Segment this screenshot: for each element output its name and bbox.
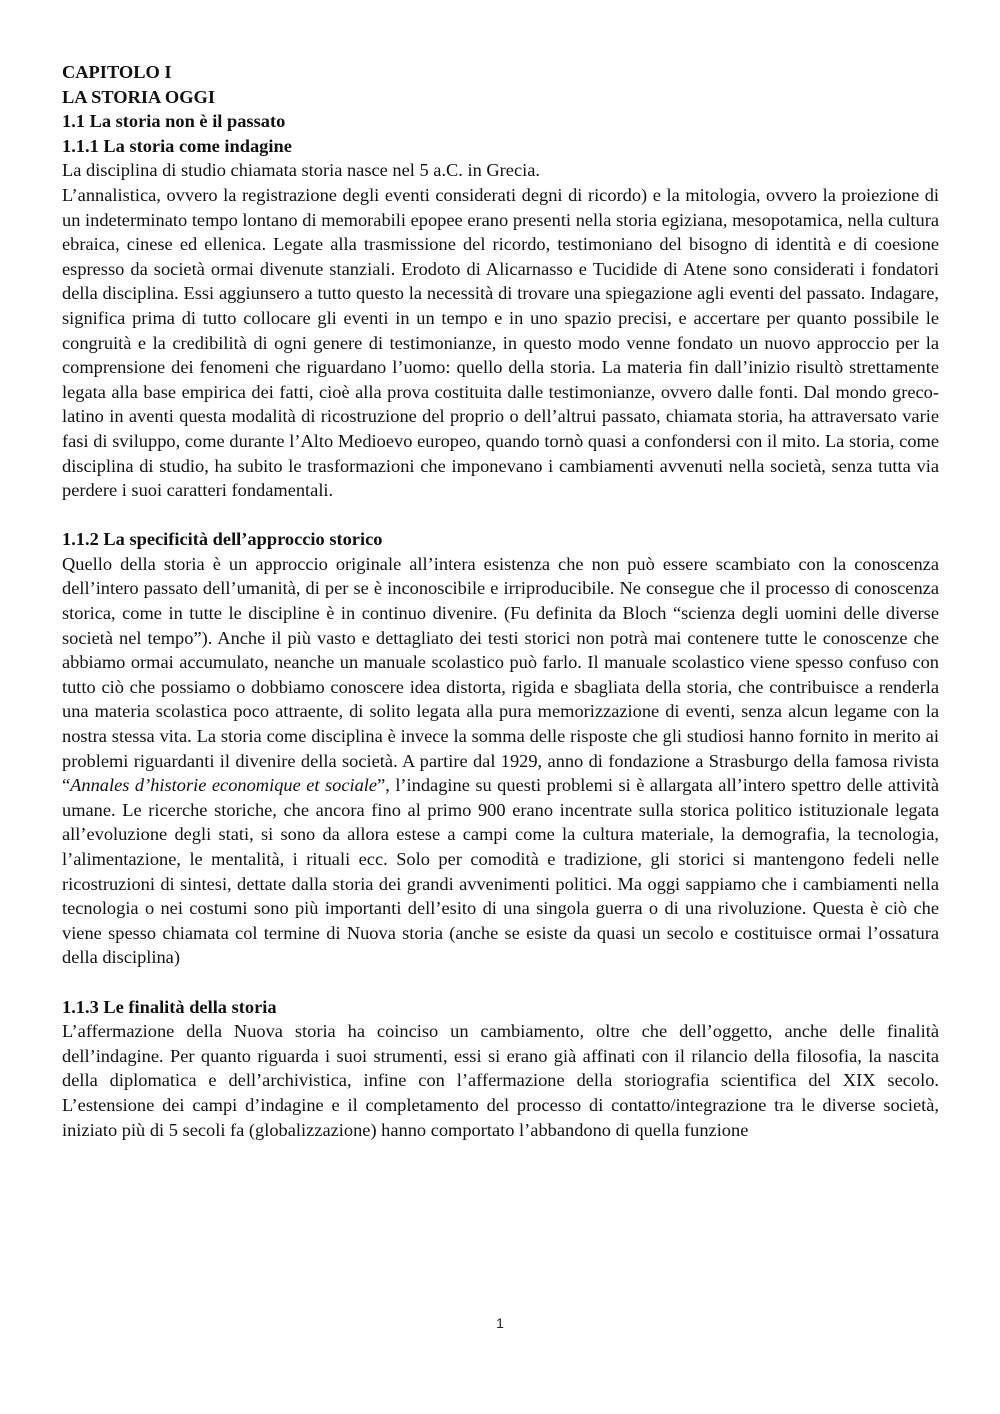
- paragraph-intro: La disciplina di studio chiamata storia nasce nel 5 a.C. in Grecia.: [62, 160, 541, 181]
- section-heading-1-1-2: 1.1.2 La specificità dell’approccio storico: [62, 529, 383, 550]
- section-spacer: [62, 503, 939, 528]
- document-page: [62, 60, 939, 1142]
- paragraph-indagine: L’annalistica, ovvero la registrazione degli eventi considerati degni di ricordo) e la mitologia, ovvero la proiezione di un indeterminato tempo lontano di memorabili epopee erano presenti nella storia egiziana, mesopotamica, nella cultura ebraica, cinese ed ellenica. Legate alla trasmissione del ricordo, testimoniano del bisogno di identità e di coesione espresso da società ormai divenute stanziali. Erodoto di Alicarnasso e Tucidide di Atene sono considerati i fondatori della disciplina. Essi aggiunsero a tutto questo la necessità di trovare una spiegazione agli eventi del passato. Indagare, significa prima di tutto collocare gli eventi in un tempo e in uno spazio precisi, e accertare per quanto possibile le congruità e la credibilità di ogni genere di testimonianze, in questo modo venne fondato un nuovo approccio per la comprensione dei fenomeni che riguardano l’uomo: quello della storia. La materia fin dall’inizio risultò strettamente legata alla base empirica dei fatti, cioè alla prova costituita dalle testimonianze, ovvero dalle fonti. Dal mondo greco-latino in aventi questa modalità di ricostruzione del proprio o dell’altrui passato, chiamata storia, ha attraversato varie fasi di sviluppo, come durante l’Alto Medioevo europeo, quando tornò quasi a confondersi con il mito. La storia, come disciplina di studio, ha subito le trasformazioni che imponevano i cambiamenti avvenuti nella società, senza tutta via perdere i suoi caratteri fondamentali.: [62, 184, 939, 501]
- chapter-title: LA STORIA OGGI: [62, 86, 215, 107]
- section-spacer: [62, 970, 939, 995]
- paragraph-approccio: [62, 552, 939, 970]
- paragraph-approccio-part2: ”, l’indagine su questi problemi si è allargata all’intero spettro delle attività umane. Le ricerche storiche, che ancora fino al primo 900 erano incentrate sulla storica politico istituzionale legata all’evoluzione degli stati, si sono da allora estese a campi come la cultura materiale, la demografia, la tecnologia, l’alimentazione, le mentalità, i rituali ecc. Solo per comodità e tradizione, gli storici si mantengono fedeli nelle ricostruzioni di sintesi, dettate dalla storia dei grandi avvenimenti politici. Ma oggi sappiamo che i cambiamenti nella tecnologia o nei costumi sono più importanti dell’esito di una singola guerra o di una rivoluzione. Questa è ciò che viene spesso chiamata col termine di Nuova storia (anche se esiste da quasi un secolo e costituisce ormai l’ossatura della disciplina): [62, 775, 940, 968]
- chapter-number: CAPITOLO I: [62, 62, 172, 82]
- page-number: 1: [496, 1315, 504, 1331]
- journal-title: Annales d’historie economique et sociale: [70, 775, 378, 796]
- paragraph-approccio-part1: Quello della storia è un approccio originale all’intera esistenza che non può essere scambiato con la conoscenza dell’intero passato dell’umanità, di per se è inconoscibile e irriproducibile. Ne consegue che il processo di conoscenza storica, come in tutte le discipline è in continuo divenire. (Fu definita da Bloch “scienza degli uomini delle diverse società nel tempo”). Anche il più vasto e dettagliato dei testi storici non potrà mai contenere tutte le conoscenze che abbiamo ormai accumulato, neanche un manuale scolastico può farlo. Il manuale scolastico viene spesso confuso con tutto ciò che possiamo o dobbiamo conoscere idea distorta, rigida e sbagliata della storia, che contribuisce a renderla una materia scolastica poco attraente, di solito legata alla pura memorizzazione di eventi, senza alcun legame con la nostra stessa vita. La storia come disciplina è invece la somma delle risposte che gli studiosi hanno fornito in merito ai problemi riguardanti il divenire della società. A partire dal 1929, anno di fondazione a Strasburgo della famosa rivista “: [62, 553, 939, 796]
- paragraph-finalita: L’affermazione della Nuova storia ha coinciso un cambiamento, oltre che dell’oggetto, anche delle finalità dell’indagine. Per quanto riguarda i suoi strumenti, essi si erano già affinati con il rilancio della filosofia, la nascita della diplomatica e dell’archivistica, infine con l’affermazione della storiografia scientifica del XIX secolo. L’estensione dei campi d’indagine e il completamento del processo di contatto/integrazione tra le diverse società, iniziato più di 5 secoli fa (globalizzazione) hanno comportato l’abbandono di quella funzione: [62, 1021, 939, 1140]
- section-heading-1-1-1: 1.1.1 La storia come indagine: [62, 135, 292, 156]
- section-heading-1-1: 1.1 La storia non è il passato: [62, 111, 286, 132]
- section-heading-1-1-3: 1.1.3 Le finalità della storia: [62, 996, 277, 1017]
